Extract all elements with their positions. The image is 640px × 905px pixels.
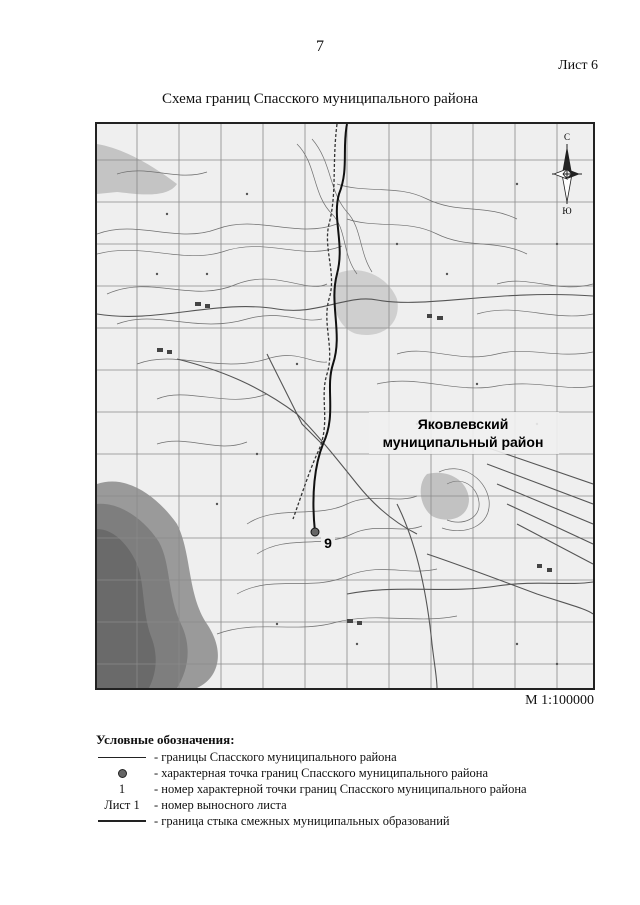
legend-item-text: - граница стыка смежных муниципальных образований bbox=[154, 814, 450, 828]
map-frame bbox=[95, 122, 595, 690]
legend-item-text: - номер выносного листа bbox=[154, 798, 287, 812]
compass-north-label: С bbox=[563, 132, 571, 142]
boundary-point-marker bbox=[311, 528, 319, 536]
map-scale: М 1:100000 bbox=[525, 693, 594, 708]
page-number: 7 bbox=[316, 38, 324, 55]
sheet-label: Лист 6 bbox=[558, 58, 598, 73]
legend-item-text: - характерная точка границ Спасского муниципального района bbox=[154, 766, 489, 780]
legend-item bbox=[96, 749, 616, 765]
compass-south-label: Ю bbox=[562, 206, 572, 216]
district-label-line1: Яковлевский bbox=[417, 416, 509, 432]
legend-item bbox=[96, 765, 616, 781]
map-title: Схема границ Спасского муниципального района bbox=[162, 91, 478, 107]
legend-item bbox=[96, 781, 616, 797]
junction-line-symbol bbox=[96, 813, 148, 829]
boundary-line-symbol bbox=[96, 749, 148, 765]
boundary-point-number: 9 bbox=[324, 535, 332, 551]
legend-item bbox=[96, 797, 616, 813]
legend-title: Условные обозначения: bbox=[96, 732, 235, 747]
sheet-number-symbol: Лист 1 bbox=[104, 798, 140, 812]
district-label-line2: муниципальный район bbox=[382, 434, 544, 450]
legend-item bbox=[96, 813, 616, 829]
legend bbox=[96, 732, 616, 829]
legend-item-text: - границы Спасского муниципального района bbox=[154, 750, 397, 764]
boundary-point-symbol bbox=[96, 765, 148, 781]
legend-item-text: - номер характерной точки границ Спасского муниципального района bbox=[154, 782, 527, 796]
point-number-symbol: 1 bbox=[118, 782, 126, 796]
topographic-map bbox=[97, 124, 593, 688]
